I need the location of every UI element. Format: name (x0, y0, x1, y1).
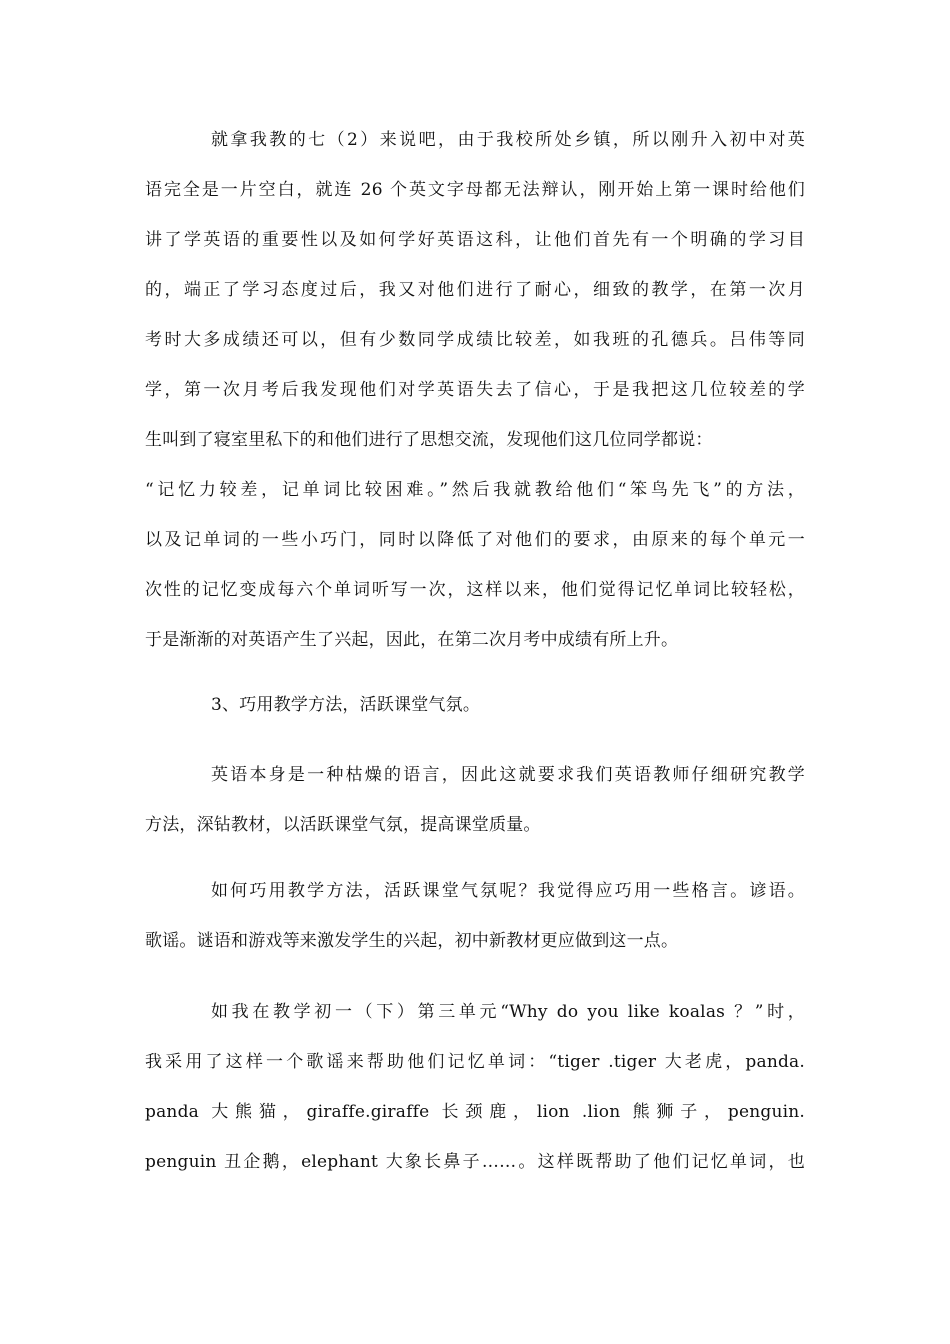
text-line: 以及记单词的一些小巧门，同时以降低了对他们的要求，由原来的每个单元一 (145, 530, 805, 550)
text-line: 英语本身是一种枯燥的语言，因此这就要求我们英语教师仔细研究教学 (211, 765, 805, 785)
text-line: 我采用了这样一个歌谣来帮助他们记忆单词：“tiger .tiger 大老虎，panda. (145, 1052, 805, 1072)
text-line: penguin 丑企鹅，elephant 大象长鼻子……。这样既帮助了他们记忆单词，也 (145, 1152, 805, 1172)
text-line: 方法，深钻教材，以活跃课堂气氛，提高课堂质量。 (145, 815, 541, 835)
text-line: 于是渐渐的对英语产生了兴起，因此，在第二次月考中成绩有所上升。 (145, 630, 679, 650)
section-heading-text: 3、巧用教学方法，活跃课堂气氛。 (211, 695, 481, 715)
text-line: 讲了学英语的重要性以及如何学好英语这科，让他们首先有一个明确的学习目 (145, 230, 805, 250)
text-line: 如我在教学初一（下）第三单元“Why do you like koalas ？”时， (211, 1002, 805, 1022)
text-line: 歌谣。谜语和游戏等来激发学生的兴起，初中新教材更应做到这一点。 (145, 931, 679, 951)
text-line: 语完全是一片空白，就连 26 个英文字母都无法辩认，刚开始上第一课时给他们 (145, 180, 805, 200)
text-line: 的，端正了学习态度过后，我又对他们进行了耐心，细致的教学，在第一次月 (145, 280, 805, 300)
text-line: 次性的记忆变成每六个单词听写一次，这样以来，他们觉得记忆单词比较轻松， (145, 580, 805, 600)
text-line: “记忆力较差，记单词比较困难。”然后我就教给他们“笨鸟先飞”的方法， (145, 480, 805, 500)
text-line: 学，第一次月考后我发现他们对学英语失去了信心，于是我把这几位较差的学 (145, 380, 805, 400)
text-line: 考时大多成绩还可以，但有少数同学成绩比较差，如我班的孔德兵。吕伟等同 (145, 330, 805, 350)
text-line: panda 大熊猫，giraffe.giraffe 长颈鹿，lion .lion 熊狮子，penguin. (145, 1102, 805, 1122)
text-line: 如何巧用教学方法，活跃课堂气氛呢？我觉得应巧用一些格言。谚语。 (211, 881, 805, 901)
text-line: 生叫到了寝室里私下的和他们进行了思想交流，发现他们这几位同学都说： (145, 430, 713, 450)
text-line: 就拿我教的七（2）来说吧，由于我校所处乡镇，所以刚升入初中对英 (211, 130, 805, 150)
